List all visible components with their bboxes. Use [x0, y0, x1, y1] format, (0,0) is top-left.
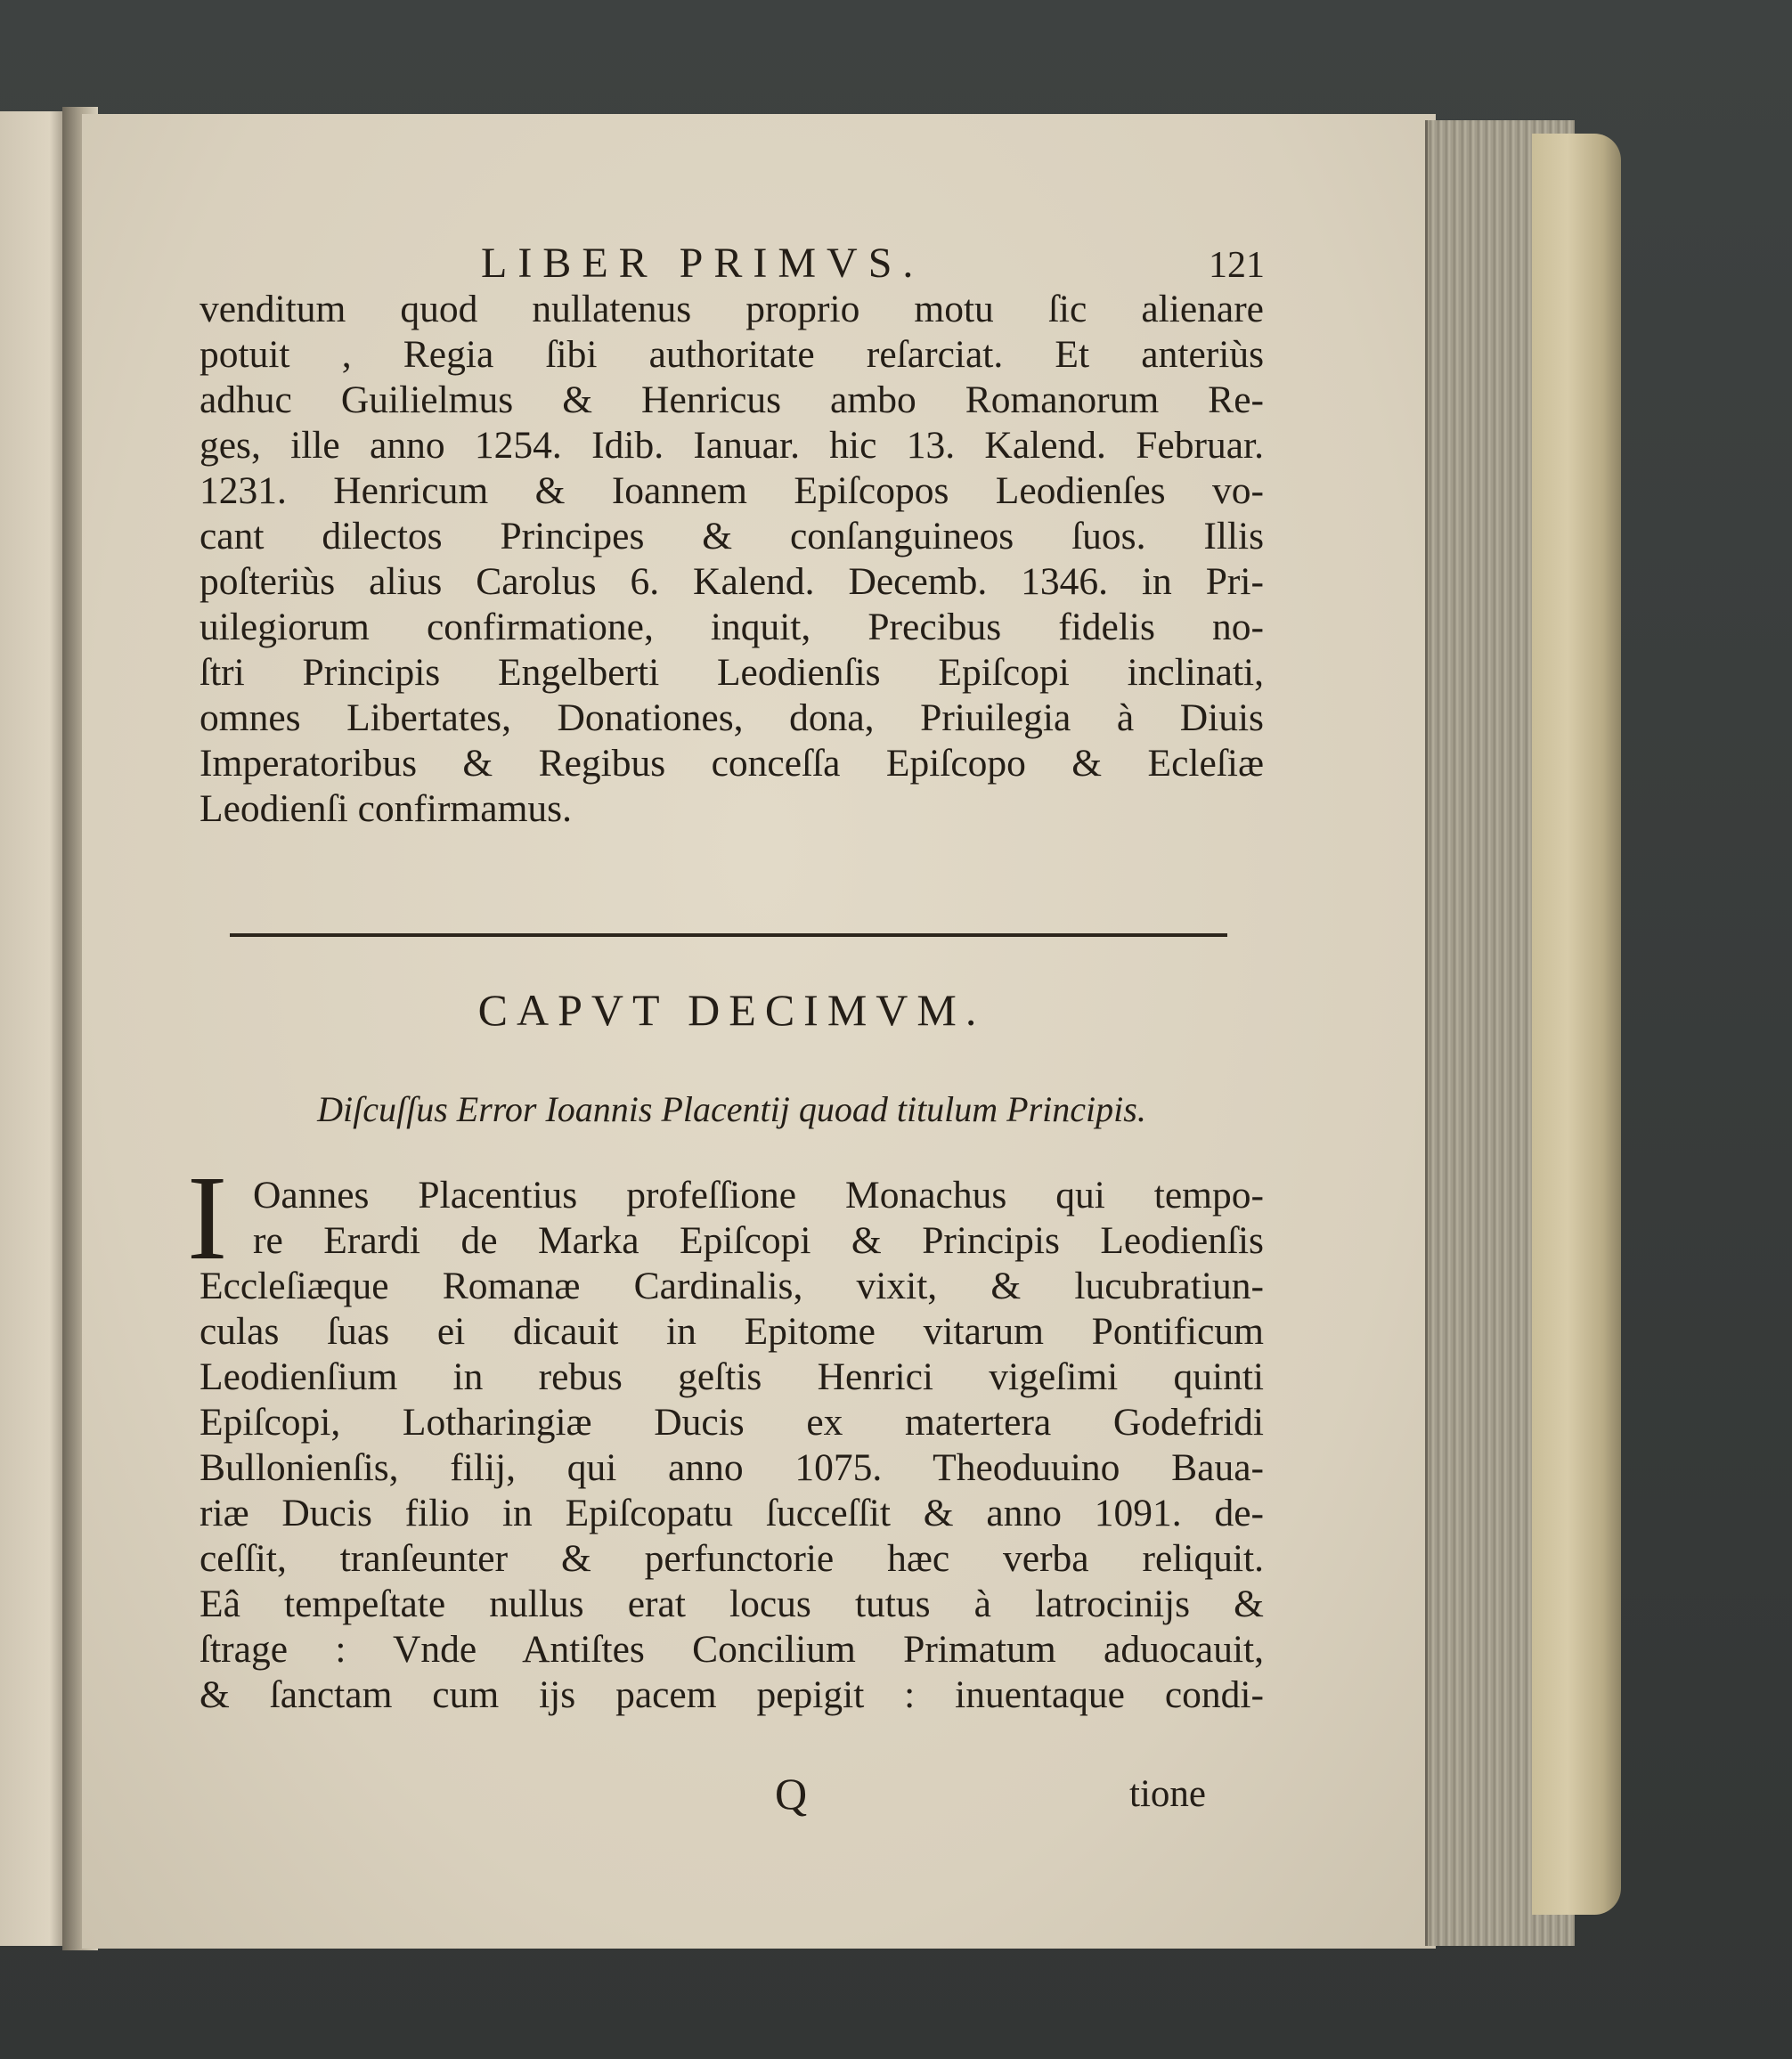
text-line: potuit , Regia ſibi authoritate reſarciat. Et anteriùs — [200, 333, 1264, 376]
text-line: uilegiorum confirmatione, inquit, Precibus fidelis no- — [200, 606, 1264, 648]
text-line: cant dilectos Principes & conſanguineos ſuos. Illis — [200, 515, 1264, 557]
text-line: poſteriùs alius Carolus 6. Kalend. Decemb. 1346. in Pri- — [200, 560, 1264, 603]
vellum-binding — [1532, 134, 1621, 1915]
paragraph-1 — [200, 287, 1264, 832]
text-line: Bullonienſis, filij, qui anno 1075. Theoduuino Baua- — [200, 1446, 1264, 1489]
text-line: Imperatoribus & Regibus conceſſa Epiſcopo & Ecleſiæ — [200, 742, 1264, 785]
text-line: & ſanctam cum ijs pacem pepigit : inuentaque condi- — [200, 1673, 1264, 1716]
text-line: ges, ille anno 1254. Idib. Ianuar. hic 13. Kalend. Februar. — [200, 424, 1264, 467]
chapter-title: CAPVT DECIMVM. — [477, 985, 986, 1035]
text-line: venditum quod nullatenus proprio motu ſic alienare — [200, 288, 1264, 330]
text-line: Epiſcopi, Lotharingiæ Ducis ex matertera Godefridi — [200, 1401, 1264, 1444]
signature-mark: Q — [775, 1769, 808, 1819]
horizontal-rule — [230, 933, 1227, 937]
text-line: Leodienſium in rebus geſtis Henrici vigeſimi quinti — [200, 1355, 1264, 1398]
text-line: Oannes Placentius profeſſione Monachus qui tempo- — [253, 1174, 1264, 1217]
text-line: ſtri Principis Engelberti Leodienſis Epiſcopi inclinati, — [200, 651, 1264, 694]
text-line: riæ Ducis filio in Epiſcopatu ſucceſſit & anno 1091. de- — [200, 1492, 1264, 1534]
running-title: LIBER PRIMVS. — [481, 240, 925, 287]
page-number: 121 — [1209, 245, 1265, 286]
text-line: culas ſuas ei dicauit in Epitome vitarum Pontificum — [200, 1310, 1264, 1353]
paragraph-2 — [200, 1173, 1264, 1718]
text-line: omnes Libertates, Donationes, dona, Priuilegia à Diuis — [200, 696, 1264, 739]
text-line: ſtrage : Vnde Antiſtes Concilium Primatum aduocauit, — [200, 1628, 1264, 1671]
text-line: Leodienſi confirmamus. — [200, 787, 572, 830]
chapter-subtitle: Diſcuſſus Error Ioannis Placentij quoad titulum Principis. — [317, 1089, 1146, 1129]
text-line: 1231. Henricum & Ioannem Epiſcopos Leodienſes vo- — [200, 469, 1264, 512]
drop-cap: I — [187, 1152, 228, 1285]
text-line: adhuc Guilielmus & Henricus ambo Romanorum Re- — [200, 378, 1264, 421]
text-line: ceſſit, tranſeunter & perfunctorie hæc verba reliquit. — [200, 1537, 1264, 1580]
catchword: tione — [1129, 1773, 1206, 1815]
text-line: Eâ tempeſtate nullus erat locus tutus à latrocinijs & — [200, 1583, 1264, 1625]
left-page-edge — [0, 111, 71, 1946]
text-line: re Erardi de Marka Epiſcopi & Principis Leodienſis — [253, 1219, 1264, 1262]
text-line: Eccleſiæque Romanæ Cardinalis, vixit, & lucubratiun- — [200, 1265, 1264, 1307]
